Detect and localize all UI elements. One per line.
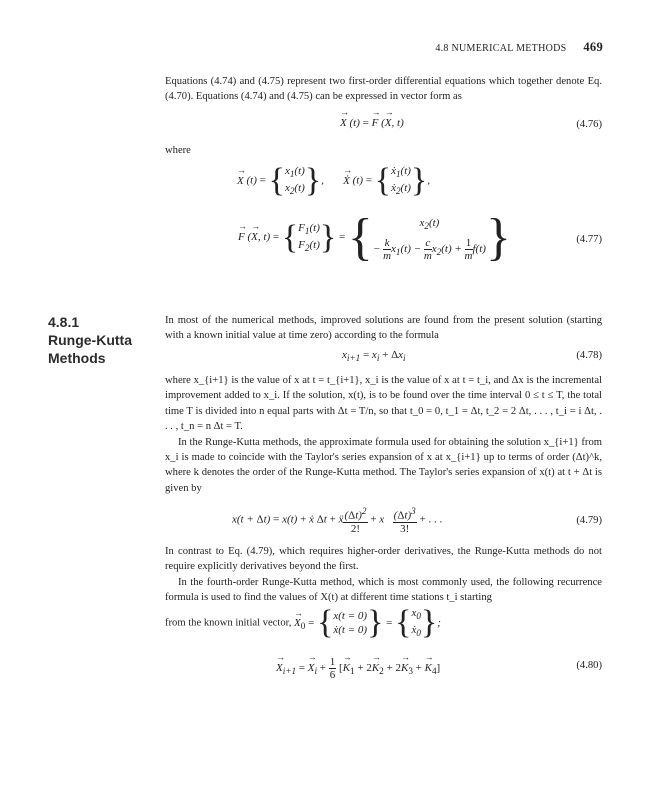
paragraph-improved-solutions: [165, 313, 602, 344]
equation-number-4-79: (4.79): [576, 515, 602, 526]
paragraph-text: Equations (4.74) and (4.75) represent two first-order differential equations which together denote Eq. (4.70). Equations (4.74) and (4.75) can be expressed in vector form as: [165, 76, 602, 103]
paragraph-where-xi: [165, 373, 602, 496]
equation-number-4-76: (4.76): [576, 119, 602, 130]
equation-4-80: → $X_{i+1}$ = → $X_i$ + $\frac{1}{6}$ [→ $K_1 + 2\to K_2 + 2\to K_3$ + → $K_4$]: [276, 656, 440, 681]
where-label: [165, 143, 602, 158]
section-title-line1: Runge-Kutta: [48, 332, 132, 348]
paragraph-text: In the Runge-Kutta methods, the approximate formula used for obtaining the solution x_{i+1} from x_i is made to coincide with the Taylor's series expansion of x at x_{i+1} up to terms of order (Δt)^k, where k denotes the order of the Runge-Kutta method. The Taylor's series expansion of x(t) at t + Δt is given by: [165, 436, 602, 494]
page-number: 469: [583, 40, 603, 54]
paragraph-intro: [165, 74, 602, 105]
equation-number-4-78: (4.78): [576, 350, 602, 361]
equation-4-79: x(t + Δt) = x(t) + ẋ Δt + ẍ $\frac{(\Delta t)^2}{2!}$ + x⃛ $\frac{(\Delta t)^3}{3!}$ + . . .: [232, 506, 443, 535]
paragraph-text: where x_{i+1} is the value of x at t = t_{i+1}, x_i is the value of x at t = t_i, and Δx is the incremental improvement added to x_i. If the solution, x(t), is to be found over the time interval 0 ≤ t ≤ T, the total time T is divided into n equal parts with Δt = T/n, so that t_0 = 0, t_1 = Δt, t_2 = 2 Δt, . . . , t_i = i Δt, . . . , t_n = n Δt = T.: [165, 375, 602, 433]
running-header: [435, 40, 603, 55]
equation-number-4-80: (4.80): [576, 660, 602, 671]
paragraph-contrast: [165, 544, 602, 606]
running-title: 4.8 NUMERICAL METHODS: [435, 43, 567, 54]
where-text: where: [165, 145, 191, 156]
paragraph-text: In most of the numerical methods, improved solutions are found from the present solution (starting with a known initial value at time zero) according to the formula: [165, 315, 602, 342]
section-heading: [48, 313, 132, 367]
equation-vector-definitions: → X $(t) = \{x_1(t)$ $x_2(t)$}, → Ẋ (t) = {ẋ$_1$(t) ẋ$_2$(t)},: [237, 164, 430, 198]
paragraph-text: In the fourth-order Runge-Kutta method, which is most commonly used, the following recurrence formula is used to find the values of X(t) at different time stations t_i starting: [165, 576, 602, 604]
paragraph-text: from the known initial vector,: [165, 617, 292, 629]
equation-number-4-77: (4.77): [576, 234, 602, 245]
paragraph-text: In contrast to Eq. (4.79), which requires higher-order derivatives, the Runge-Kutta methods do not require explicitly derivatives beyond the first.: [165, 546, 602, 573]
initial-vector-line: from the known initial vector, → $X_0 = \{x(t = 0)$ ẋ(t = $0)\} = \{x_0$ ẋ$_0$};: [165, 606, 602, 640]
equation-F-definition: → F (→ X, $t) = \{F_1(t)$ $F_2(t)$} = { $x_2(t)$ − $\frac{k}{m}$ $x_1(t)$ − $\frac{c}{m}$ $x_2(t)$ + $\frac{1}{m}$ f(t)}: [238, 212, 511, 263]
equation-4-78: $x_{i+1} = x_i + \Delta x_i$: [342, 349, 406, 364]
section-number: 4.8.1: [48, 314, 80, 330]
section-title-line2: Methods: [48, 350, 106, 366]
equation-4-76: → X (t) = → F (→ X, t): [340, 117, 404, 129]
